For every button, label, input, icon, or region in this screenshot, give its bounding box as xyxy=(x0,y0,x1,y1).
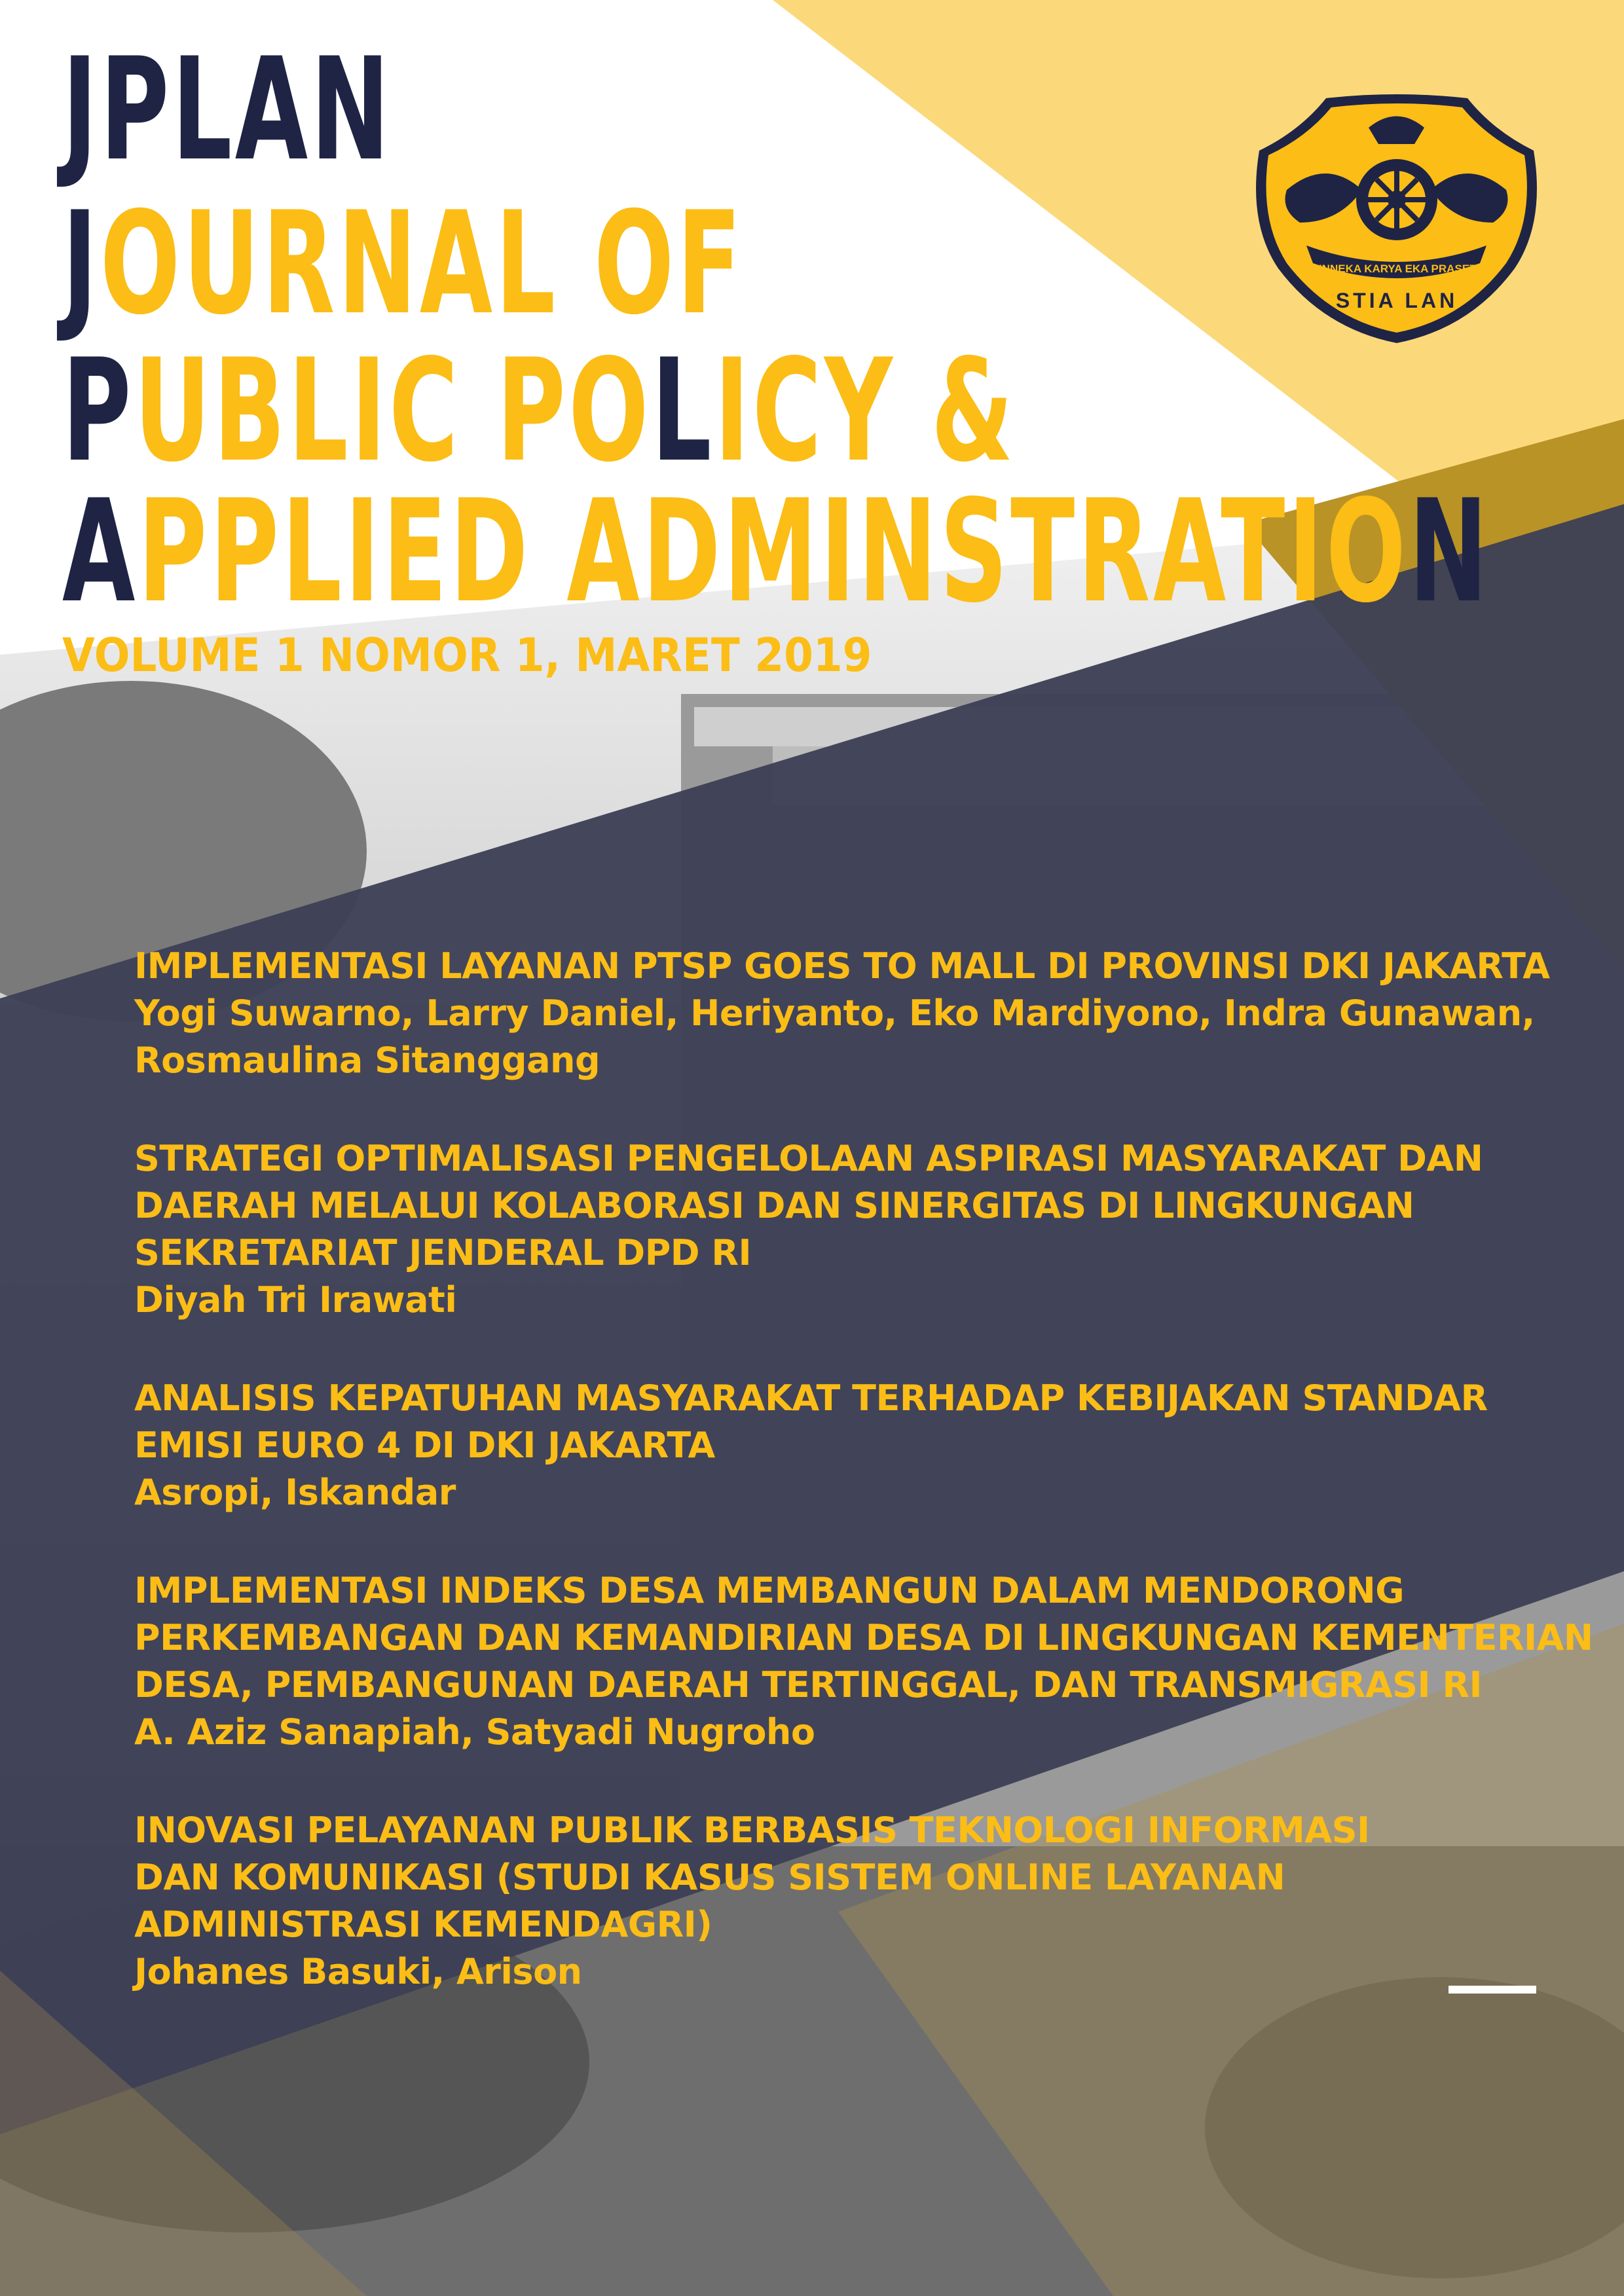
masthead-initial: P xyxy=(62,329,134,493)
article-title xyxy=(134,943,1595,990)
article-title xyxy=(134,1807,1595,1948)
masthead-text: PPLIED ADMINSTRATIO xyxy=(138,469,1409,634)
svg-text:STIA LAN: STIA LAN xyxy=(1335,289,1458,312)
article-title-line: ADMINISTRASI KEMENDAGRI) xyxy=(134,1904,712,1945)
article-title-line: PERKEMBANGAN DAN KEMANDIRIAN DESA DI LINGKUNGAN KEMENTERIAN xyxy=(134,1617,1593,1658)
article-entry xyxy=(134,1375,1595,1516)
article-authors xyxy=(134,1469,1595,1516)
journal-acronym: JPLAN xyxy=(62,27,393,192)
article-title-line: EMISI EURO 4 DI DKI JAKARTA xyxy=(134,1425,715,1466)
article-title-line: STRATEGI OPTIMALISASI PENGELOLAAN ASPIRASI MASYARAKAT DAN xyxy=(134,1138,1483,1179)
masthead-initial: J xyxy=(62,181,100,346)
article-authors-line: Asropi, Iskandar xyxy=(134,1472,456,1513)
masthead-text: UBLIC PO xyxy=(134,329,652,493)
masthead-highlight: L xyxy=(651,329,714,493)
article-title xyxy=(134,1567,1595,1709)
article-authors-line: Johanes Basuki, Arison xyxy=(134,1951,582,1992)
volume-info: VOLUME 1 NOMOR 1, MARET 2019 xyxy=(62,629,872,682)
masthead-text: ICY & xyxy=(714,329,1016,493)
masthead-text: OURNAL OF xyxy=(100,181,745,346)
article-authors xyxy=(134,1277,1595,1324)
article-authors-line: Rosmaulina Sitanggang xyxy=(134,1040,600,1081)
decorative-dash xyxy=(1449,1986,1536,1994)
article-authors-line: Yogi Suwarno, Larry Daniel, Heriyanto, Eko Mardiyono, Indra Gunawan, xyxy=(134,993,1535,1034)
article-entry xyxy=(134,1567,1595,1756)
article-title xyxy=(134,1375,1595,1469)
masthead-highlight: N xyxy=(1409,469,1491,634)
article-title-line: ANALISIS KEPATUHAN MASYARAKAT TERHADAP KEBIJAKAN STANDAR xyxy=(134,1377,1488,1419)
article-title-line: DAERAH MELALUI KOLABORASI DAN SINERGITAS DI LINGKUNGAN xyxy=(134,1185,1414,1226)
article-title-line: DESA, PEMBANGUNAN DAERAH TERTINGGAL, DAN TRANSMIGRASI RI xyxy=(134,1664,1483,1705)
svg-text:BHINNEKA KARYA EKA PRASETYA: BHINNEKA KARYA EKA PRASETYA xyxy=(1302,263,1491,275)
article-title-line: DAN KOMUNIKASI (STUDI KASUS SISTEM ONLINE LAYANAN xyxy=(134,1857,1285,1898)
article-title-line: SEKRETARIAT JENDERAL DPD RI xyxy=(134,1232,752,1273)
article-entry xyxy=(134,1135,1595,1324)
article-authors xyxy=(134,1948,1595,1995)
article-title-line: IMPLEMENTASI LAYANAN PTSP GOES TO MALL DI PROVINSI DKI JAKARTA xyxy=(134,945,1550,987)
article-title-line: INOVASI PELAYANAN PUBLIK BERBASIS TEKNOLOGI INFORMASI xyxy=(134,1810,1370,1851)
article-title xyxy=(134,1135,1595,1277)
article-entry xyxy=(134,1807,1595,1995)
article-authors-line: A. Aziz Sanapiah, Satyadi Nugroho xyxy=(134,1711,815,1753)
article-list xyxy=(134,943,1595,2047)
article-authors xyxy=(134,1709,1595,1756)
article-authors-line: Diyah Tri Irawati xyxy=(134,1279,457,1321)
masthead-line-applied-administration xyxy=(62,469,1491,634)
masthead-initial: A xyxy=(62,469,138,634)
masthead-line-public-policy xyxy=(62,329,1016,493)
stia-lan-emblem-icon xyxy=(1247,92,1545,344)
article-authors xyxy=(134,990,1595,1084)
article-entry xyxy=(134,943,1595,1084)
masthead-line-journal-of xyxy=(62,181,745,346)
article-title-line: IMPLEMENTASI INDEKS DESA MEMBANGUN DALAM MENDORONG xyxy=(134,1570,1405,1611)
